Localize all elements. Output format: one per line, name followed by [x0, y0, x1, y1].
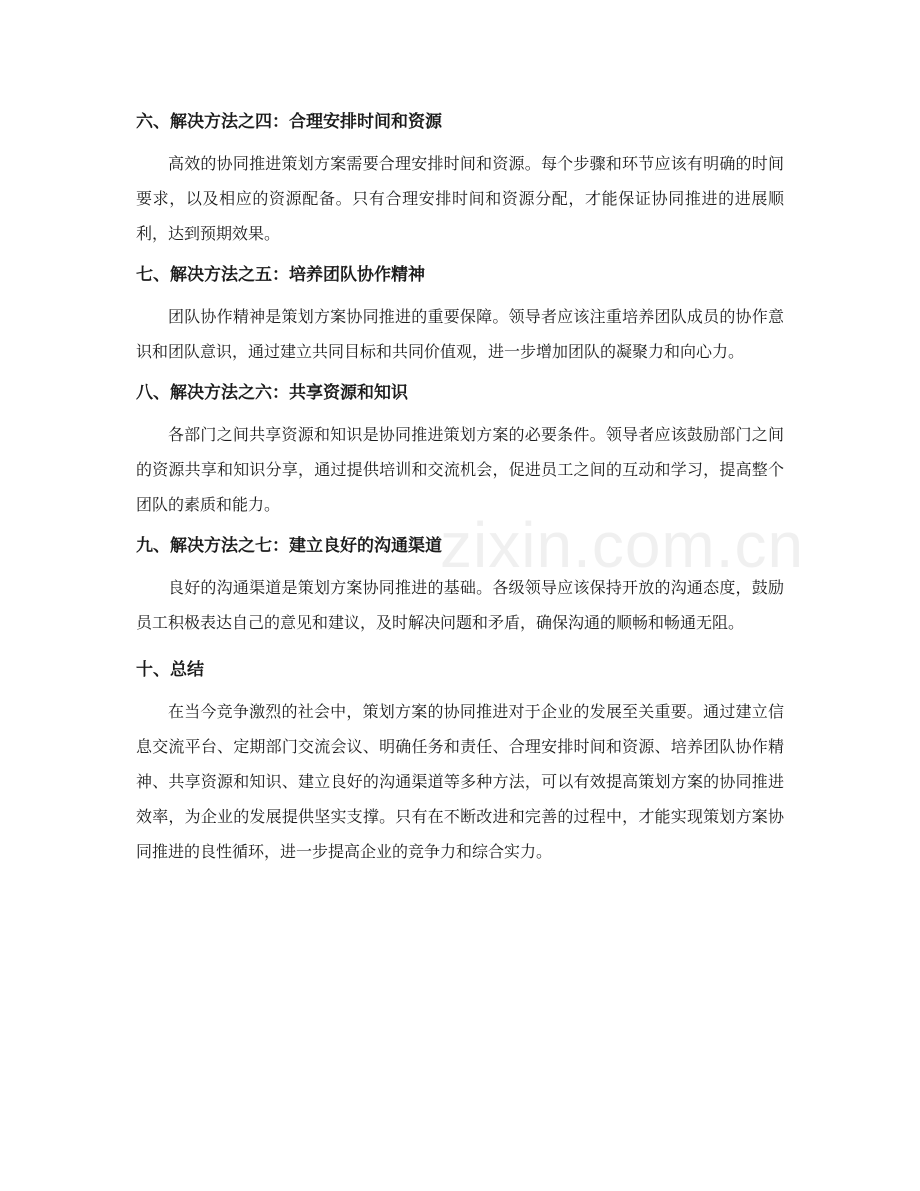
section-heading-10: 十、总结	[136, 660, 204, 680]
section-body-7: 团队协作精神是策划方案协同推进的重要保障。领导者应该注重培养团队成员的协作意识和团队意识，通过建立共同目标和共同价值观，进一步增加团队的凝聚力和向心力。	[136, 307, 784, 361]
document-content	[136, 104, 784, 869]
section-body-8: 各部门之间共享资源和知识是协同推进策划方案的必要条件。领导者应该鼓励部门之间的资源共享和知识分享，通过提供培训和交流机会，促进员工之间的互动和学习，提高整个团队的素质和能力。	[136, 425, 784, 514]
section-heading-7: 七、解决方法之五：培养团队协作精神	[136, 265, 425, 285]
watermark: zixin.com.cn	[440, 509, 805, 581]
section-heading-8: 八、解决方法之六：共享资源和知识	[136, 383, 408, 403]
section-body-6: 高效的协同推进策划方案需要合理安排时间和资源。每个步骤和环节应该有明确的时间要求，以及相应的资源配备。只有合理安排时间和资源分配，才能保证协同推进的进展顺利，达到预期效果。	[136, 154, 784, 243]
section-heading-6: 六、解决方法之四：合理安排时间和资源	[136, 112, 442, 132]
section-body-9: 良好的沟通渠道是策划方案协同推进的基础。各级领导应该保持开放的沟通态度，鼓励员工积极表达自己的意见和建议，及时解决问题和矛盾，确保沟通的顺畅和畅通无阻。	[136, 578, 784, 632]
section-heading-9: 九、解决方法之七：建立良好的沟通渠道	[136, 536, 442, 556]
section-body-10: 在当今竞争激烈的社会中，策划方案的协同推进对于企业的发展至关重要。通过建立信息交流平台、定期部门交流会议、明确任务和责任、合理安排时间和资源、培养团队协作精神、共享资源和知识、建立良好的沟通渠道等多种方法，可以有效提高策划方案的协同推进效率，为企业的发展提供坚实支撑。只有在不断改进和完善的过程中，才能实现策划方案协同推进的良性循环，进一步提高企业的竞争力和综合实力。	[136, 702, 784, 861]
